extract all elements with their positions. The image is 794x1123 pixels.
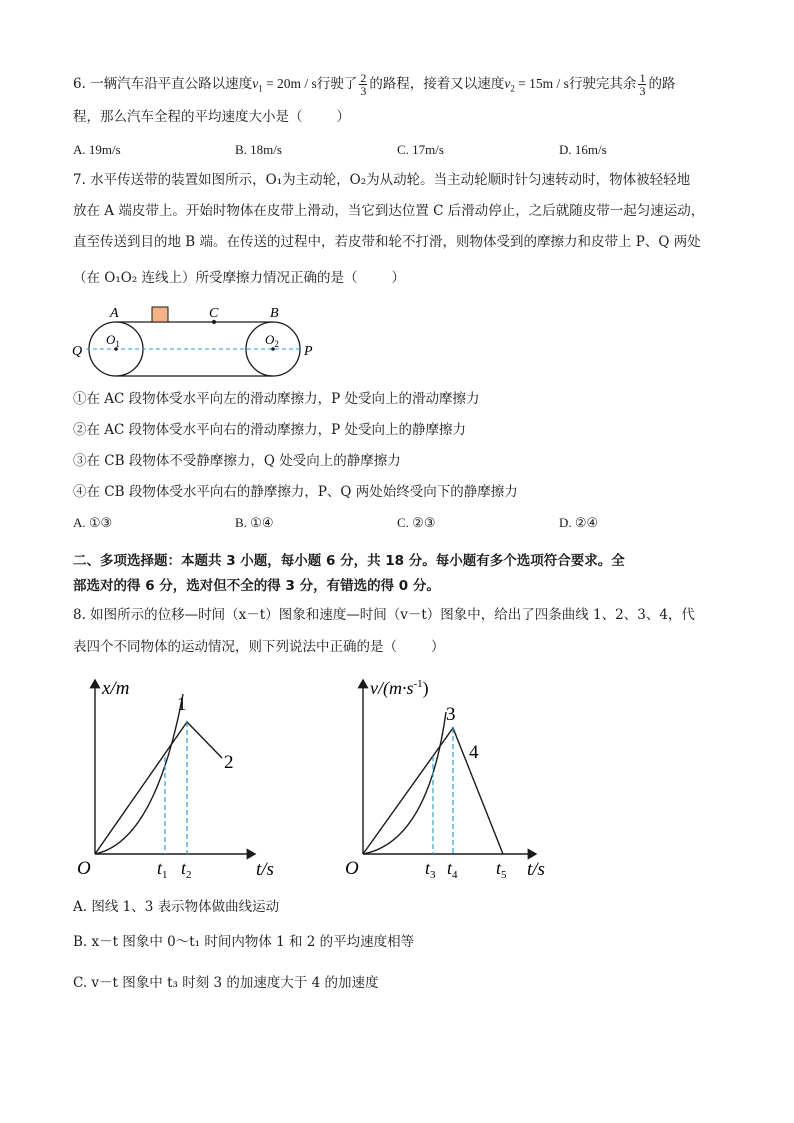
label-a: A — [110, 306, 119, 321]
q8-option-c: C. v－t 图象中 t₃ 时刻 3 的加速度大于 4 的加速度 — [73, 975, 379, 991]
vt-xlabel: t/s — [527, 859, 545, 880]
q7-option-b: B. ①④ — [235, 515, 274, 530]
xt-tick-t2: $t_2$ — [181, 858, 192, 881]
q6-number: 6. — [73, 76, 86, 92]
q6-text-2: 行驶了 — [316, 76, 358, 92]
cargo-block — [152, 307, 168, 322]
q7-option-d: D. ②④ — [559, 515, 599, 530]
q6-fraction-2-3: $\frac{2}{3}$ — [360, 71, 367, 98]
q6-option-d: D. 16m/s — [559, 142, 607, 157]
q7-line1: 7. 水平传送带的装置如图所示，O₁为主动轮，O₂为从动轮。当主动轮顺时针匀速转动时，物体被轻轻地 — [73, 172, 691, 188]
vt-label-3: 3 — [446, 704, 456, 725]
q7-statement-4: ④在 CB 段物体受水平向右的静摩擦力，P、Q 两处始终受向下的静摩擦力 — [73, 484, 518, 500]
q7-option-c: C. ②③ — [397, 515, 436, 530]
q6-option-c: C. 17m/s — [397, 142, 444, 157]
xt-origin: O — [77, 858, 91, 879]
vt-origin: O — [345, 858, 359, 879]
q7-statement-2: ②在 AC 段物体受水平向右的滑动摩擦力，P 处受向上的静摩擦力 — [73, 422, 467, 438]
vt-tick-t4: $t_4$ — [447, 858, 458, 881]
label-c: C — [209, 306, 219, 321]
q6-text-1: 一辆汽车沿平直公路以速度 — [90, 76, 253, 92]
q6-v1: v — [252, 76, 259, 91]
label-p: P — [304, 344, 313, 359]
q7-line2: 放在 A 端皮带上。开始时物体在皮带上滑动，当它到达位置 C 后滑动停止，之后就随皮带一起匀速运动， — [73, 203, 705, 219]
section2-heading-line2: 部选对的得 6 分，选对但不全的得 3 分，有错选的得 0 分。 — [73, 578, 440, 594]
q6-line2-text: 程，那么汽车全程的平均速度大小是（ — [73, 109, 303, 125]
label-q: Q — [72, 344, 83, 359]
q7-line4 — [73, 268, 405, 288]
xt-tick-t1: $t_1$ — [157, 858, 168, 881]
vt-label-4: 4 — [469, 742, 479, 763]
q6-text-3: 的路程，接着又以速度 — [369, 76, 505, 92]
vt-graph — [338, 672, 563, 882]
vt-tick-t5: $t_5$ — [496, 858, 507, 881]
xt-curve-2 — [95, 722, 222, 854]
q7-option-a: A. ①③ — [73, 515, 113, 530]
q6-text-4: 行驶完其余 — [568, 76, 637, 92]
q7-paren-close: ） — [391, 270, 406, 286]
q7-statement-1: ①在 AC 段物体受水平向左的滑动摩擦力，P 处受向上的滑动摩擦力 — [73, 391, 480, 407]
q6-line2 — [73, 107, 350, 127]
label-o2: $O_2$ — [265, 332, 279, 349]
q6-v2-sub: 2 — [510, 83, 515, 94]
xt-xlabel: t/s — [256, 859, 274, 880]
q6-line1 — [73, 72, 675, 99]
q6-option-a: A. 19m/s — [73, 142, 121, 157]
q6-v2: v — [504, 76, 511, 91]
section2-heading-line1: 二、多项选择题：本题共 3 小题，每小题 6 分，共 18 分。每小题有多个选项符合要求。全 — [73, 553, 625, 569]
q8-line1: 8. 如图所示的位移—时间（x－t）图象和速度—时间（v－t）图象中，给出了四条曲线 1、2、3、4，代 — [73, 607, 695, 623]
conveyor-figure — [70, 300, 330, 380]
q8-line2 — [73, 637, 445, 657]
vt-ylabel: $v/(m\cdot s^{-1})$ — [370, 678, 429, 698]
vt-tick-t3: $t_3$ — [425, 858, 436, 881]
xt-label-1: 1 — [177, 694, 187, 715]
q7-statement-3: ③在 CB 段物体不受静摩擦力，Q 处受向上的静摩擦力 — [73, 453, 401, 469]
q6-fraction-1-3: $\frac{1}{3}$ — [639, 71, 646, 98]
xt-graph — [70, 672, 290, 882]
xt-ylabel: x/m — [102, 678, 130, 699]
xt-curve-1 — [95, 694, 183, 854]
q6-paren-close: ） — [336, 109, 350, 125]
q6-v1-value: = 20m / s — [262, 76, 317, 91]
xt-label-2: 2 — [224, 752, 234, 773]
q8-paren-close: ） — [431, 639, 445, 655]
q6-text-5: 的路 — [648, 76, 676, 92]
q7-line3: 直至传送到目的地 B 端。在传送的过程中，若皮带和轮不打滑，则物体受到的摩擦力和皮带上 P、Q 两处 — [73, 234, 701, 250]
q6-v2-value: = 15m / s — [514, 76, 569, 91]
label-o1: $O_1$ — [106, 332, 120, 349]
q8-line2-text: 表四个不同物体的运动情况，则下列说法中正确的是（ — [73, 639, 397, 655]
q6-v1-sub: 1 — [258, 83, 263, 94]
q8-option-a: A. 图线 1、3 表示物体做曲线运动 — [73, 899, 280, 915]
label-b: B — [270, 306, 279, 321]
q7-line4-text: （在 O₁O₂ 连线上）所受摩擦力情况正确的是（ — [73, 270, 358, 286]
q8-option-b: B. x－t 图象中 0～t₁ 时间内物体 1 和 2 的平均速度相等 — [73, 934, 415, 950]
q6-option-b: B. 18m/s — [235, 142, 282, 157]
